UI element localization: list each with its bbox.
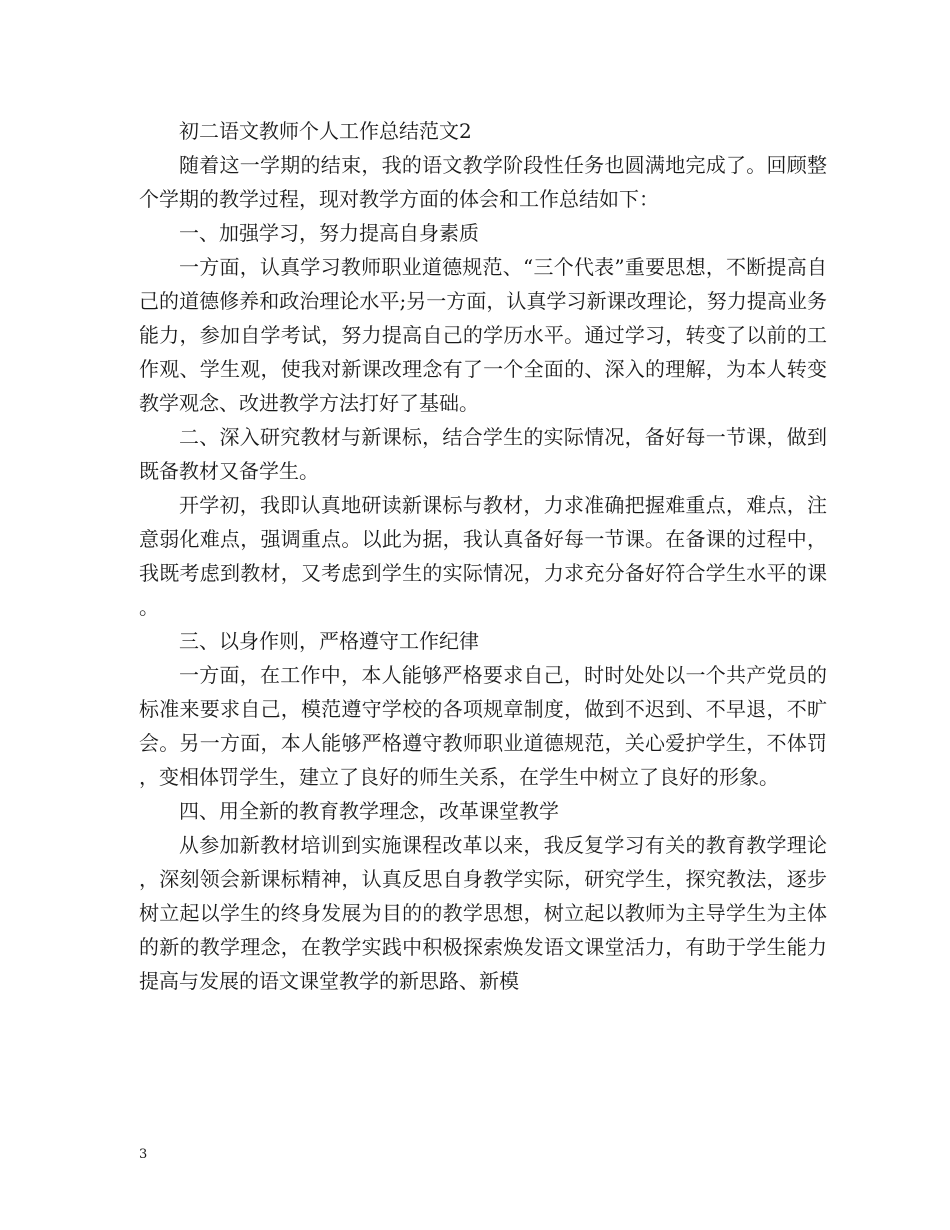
section-heading-1: 一、加强学习，努力提高自身素质 xyxy=(179,221,479,245)
document-title: 初二语文教师个人工作总结范文2 xyxy=(179,119,472,143)
section-heading-4: 四、用全新的教育教学理念，改革课堂教学 xyxy=(179,799,559,823)
intro-paragraph: 随着这一学期的结束，我的语文教学阶段性任务也圆满地完成了。回顾整个学期的教学过程，现对教学方面的体会和工作总结如下： xyxy=(139,153,827,211)
section-paragraph-1: 一方面，认真学习教师职业道德规范、“三个代表”重要思想，不断提高自己的道德修养和政治理论水平;另一方面，认真学习新课改理论，努力提高业务能力，参加自学考试，努力提高自己的学历水平。通过学习，转变了以前的工作观、学生观，使我对新课改理念有了一个全面的、深入的理解，为本人转变教学观念、改进教学方法打好了基础。 xyxy=(139,255,827,415)
page-number: 3 xyxy=(139,1147,148,1162)
section-paragraph-2: 开学初，我即认真地研读新课标与教材，力求准确把握难重点，难点，注意弱化难点，强调重点。以此为据，我认真备好每一节课。在备课的过程中，我既考虑到教材，又考虑到学生的实际情况，力求充分备好符合学生水平的课。 xyxy=(139,493,827,619)
section-heading-2: 二、深入研究教材与新课标，结合学生的实际情况，备好每一节课，做到既备教材又备学生。 xyxy=(139,425,827,483)
section-paragraph-4: 从参加新教材培训到实施课程改革以来，我反复学习有关的教育教学理论，深刻领会新课标精神，认真反思自身教学实际，研究学生，探究教法，逐步树立起以学生的终身发展为目的的教学思想，树立起以教师为主导学生为主体的新的教学理念，在教学实践中积极探索焕发语文课堂活力，有助于学生能力提高与发展的语文课堂教学的新思路、新模 xyxy=(139,833,827,993)
section-paragraph-3: 一方面，在工作中，本人能够严格要求自己，时时处处以一个共产党员的标准来要求自己，模范遵守学校的各项规章制度，做到不迟到、不早退，不旷会。另一方面，本人能够严格遵守教师职业道德规范，关心爱护学生，不体罚，变相体罚学生，建立了良好的师生关系，在学生中树立了良好的形象。 xyxy=(139,663,827,789)
section-heading-3: 三、以身作则，严格遵守工作纪律 xyxy=(179,629,479,653)
document-body xyxy=(139,114,827,998)
